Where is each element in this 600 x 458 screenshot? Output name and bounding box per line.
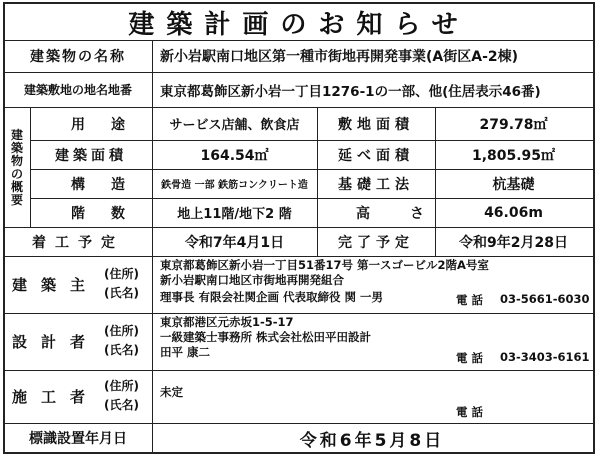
site-address-label: 建築敷地の地名地番 [23, 83, 132, 97]
structure-label: 構造 [71, 176, 151, 193]
floor-area-label: 延べ面積 [338, 147, 414, 164]
building-area-label: 建築面積 [55, 147, 127, 164]
owner-name-tag: (氏名) [104, 286, 139, 300]
rule [4, 370, 594, 371]
foundation-value: 杭基礎 [492, 176, 535, 193]
designer-tel-value: 03-3403-6161 [500, 350, 590, 364]
building-area-value: 164.54㎡ [200, 147, 269, 164]
floors-label: 階数 [71, 205, 151, 222]
site-area-label: 敷地面積 [338, 116, 414, 133]
rule [152, 40, 153, 107]
sign-date-value: 令和6年5月8日 [299, 430, 445, 451]
building-name-value: 新小岩駅南口地区第一種市街地再開発事業(A街区A-2棟) [160, 49, 519, 65]
site-area-value: 279.78㎡ [479, 116, 548, 133]
designer-label: 設計者 [12, 333, 100, 351]
overview-side-char: 物 [10, 154, 23, 168]
building-name-label: 建築物の名称 [30, 49, 126, 65]
owner-label: 建築主 [12, 276, 100, 294]
overview-side-char: 概 [10, 180, 23, 194]
designer-office-line: 一級建築士事務所 株式会社松田平田設計 [160, 330, 372, 344]
start-date-label: 着工予定 [32, 234, 124, 251]
start-date-value: 令和7年4月1日 [184, 234, 285, 251]
overview-side-char: 建 [10, 128, 23, 142]
completion-date-value: 令和9年2月28日 [459, 234, 568, 251]
designer-address-tag: (住所) [104, 324, 139, 338]
contractor-address-tag: (住所) [104, 379, 139, 393]
floor-area-value: 1,805.95㎡ [471, 147, 556, 164]
use-value: サービス店舗、飲食店 [169, 118, 300, 133]
structure-value: 鉄骨造 一部 鉄筋コンクリート造 [161, 180, 308, 191]
designer-tel-label: 電 話 [456, 351, 484, 365]
site-address-value: 東京都葛飾区新小岩一丁目1276-1の一部、他(住居表示46番) [160, 83, 541, 100]
owner-address-line: 東京都葛飾区新小岩一丁目51番17号 第一スゴービル2階A号室 [160, 258, 489, 272]
sign-date-label: 標識設置年月日 [29, 431, 127, 447]
rule [4, 313, 594, 314]
use-label: 用途 [71, 116, 151, 133]
contractor-label: 施工者 [12, 388, 100, 406]
overview-side-label [4, 109, 30, 227]
owner-tel-value: 03-5661-6030 [500, 292, 590, 306]
overview-side-char: の [10, 167, 23, 181]
height-label: 高さ [356, 205, 464, 222]
height-value: 46.06m [484, 204, 543, 221]
contractor-tel-label: 電 話 [456, 405, 484, 419]
owner-rep-line: 理事長 有限会社関企画 代表取締役 関 一男 [160, 290, 384, 304]
completion-date-label: 完了予定 [338, 234, 414, 251]
owner-address-tag: (住所) [104, 267, 139, 281]
foundation-label: 基礎工法 [338, 176, 414, 193]
floors-value: 地上11階/地下2 階 [177, 207, 292, 222]
rule [4, 256, 594, 257]
overview-side-char: 築 [10, 141, 23, 155]
designer-address-line: 東京都港区元赤坂1-5-17 [160, 315, 294, 329]
page-title: 建築計画のお知らせ [128, 9, 470, 40]
overview-side-char: 要 [10, 193, 23, 207]
designer-name-tag: (氏名) [104, 343, 139, 357]
designer-person-line: 田平 康二 [160, 345, 211, 359]
contractor-address-line: 未定 [160, 385, 183, 399]
contractor-name-tag: (氏名) [104, 398, 139, 412]
owner-tel-label: 電 話 [456, 293, 484, 307]
owner-org-line: 新小岩駅南口地区市街地再開発組合 [160, 273, 344, 287]
